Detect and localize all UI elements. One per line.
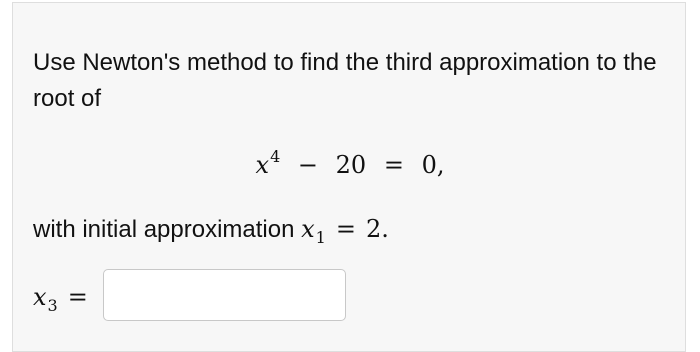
answer-equals: = [67,283,88,311]
question-prompt: Use Newton's method to find the third approximation to the root of [33,49,657,112]
equation-constant: 20 [335,151,367,179]
answer-variable: x [33,283,47,311]
answer-subscript: 3 [47,296,58,315]
equation-equals: = [383,151,404,179]
equation-variable: x [255,151,270,179]
equation [13,147,687,179]
initial-variable: x [301,215,315,243]
equation-exponent: 4 [270,147,281,166]
initial-value: 2. [365,215,389,243]
initial-text: with initial approximation [33,216,302,243]
question-card [12,2,686,352]
answer-input[interactable] [103,269,346,321]
answer-label [33,279,98,324]
equation-rhs: 0, [421,151,445,179]
initial-subscript: 1 [315,228,326,247]
initial-approximation [33,211,673,256]
initial-equals: = [335,215,356,243]
equation-minus: − [297,151,318,179]
